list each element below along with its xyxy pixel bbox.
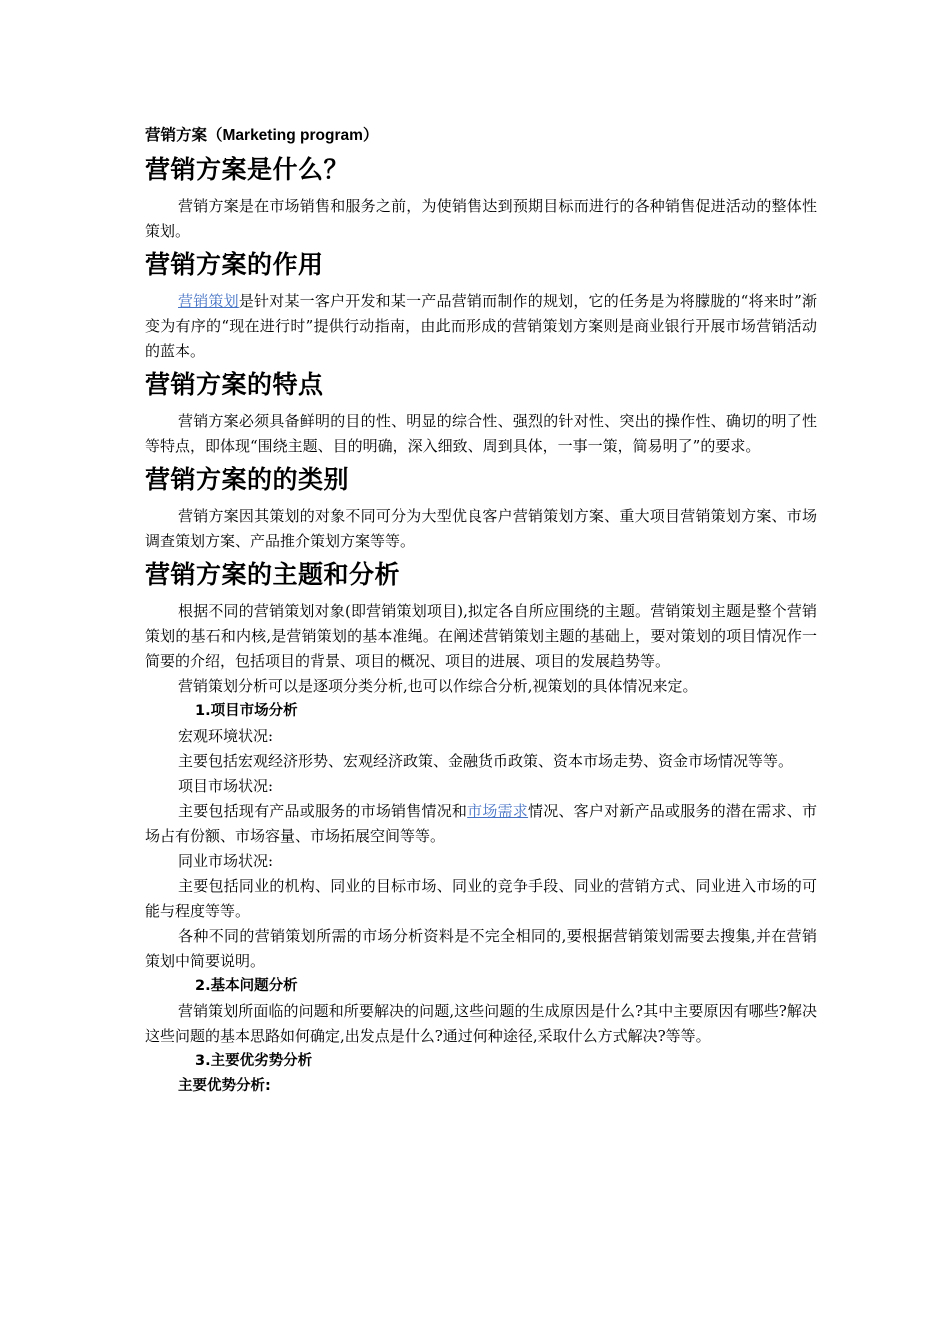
- summary-paragraph: 各种不同的营销策划所需的市场分析资料是不完全相同的,要根据营销策划需要去搜集,并在营销策划中简要说明。: [145, 927, 817, 970]
- section-heading: 营销方案的作用: [145, 250, 324, 279]
- paragraph-text: 是针对某一客户开发和某一产品营销而制作的规划，它的任务是为将朦胧的“将来时”渐变为有序的“现在进行时”提供行动指南，由此而形成的营销策划方案则是商业银行开展市场营销活动的蓝本。: [145, 292, 817, 360]
- paragraph-text: 情况、客户对新产品或服务的潜在需求、市场占有份额、市场容量、市场拓展空间等等。: [145, 802, 817, 845]
- label-peer-market: 同业市场状况:: [178, 852, 274, 870]
- section-heading: 营销方案的的类别: [145, 465, 350, 494]
- document-title: 营销方案（Marketing program）: [145, 127, 379, 144]
- section-heading: 营销方案是什么？: [145, 155, 350, 184]
- label-main-strengths: 主要优势分析:: [178, 1078, 271, 1094]
- marketing-planning-link[interactable]: 营销策划: [178, 292, 239, 310]
- section-theme-analysis: [145, 557, 817, 1099]
- subheading-problem-analysis: 2.基本问题分析: [195, 978, 298, 994]
- document-page: [145, 124, 817, 1102]
- section-paragraph: 营销策划分析可以是逐项分类分析,也可以作综合分析,视策划的具体情况来定。: [178, 677, 698, 695]
- macro-paragraph: 主要包括宏观经济形势、宏观经济政策、金融货币政策、资本市场走势、资金市场情况等等。: [178, 752, 794, 770]
- label-project-market: 项目市场状况:: [178, 777, 274, 795]
- section-paragraph: 营销方案是在市场销售和服务之前，为使销售达到预期目标而进行的各种销售促进活动的整体性策划。: [145, 197, 817, 240]
- section-paragraph: 根据不同的营销策划对象(即营销策划项目),拟定各自所应围绕的主题。营销策划主题是整个营销策划的基石和内核,是营销策划的基本准绳。在阐述营销策划主题的基础上，要对策划的项目情况作一简要的介绍，包括项目的背景、项目的概况、项目的进展、项目的发展趋势等。: [145, 602, 817, 670]
- subheading-swot-analysis: 3.主要优劣势分析: [195, 1053, 313, 1069]
- section-categories: [145, 462, 817, 554]
- section-heading: 营销方案的特点: [145, 370, 324, 399]
- section-heading: 营销方案的主题和分析: [145, 560, 401, 589]
- paragraph-text: 主要包括现有产品或服务的市场销售情况和: [178, 802, 468, 820]
- section-what-is: [145, 152, 817, 244]
- section-role: [145, 247, 817, 364]
- subheading-market-analysis: 1.项目市场分析: [195, 703, 298, 719]
- project-market-paragraph: [145, 799, 817, 849]
- section-paragraph: 营销方案必须具备鲜明的目的性、明显的综合性、强烈的针对性、突出的操作性、确切的明了性等特点，即体现“围绕主题、目的明确，深入细致、周到具体，一事一策，简易明了”的要求。: [145, 412, 817, 455]
- label-macro-environment: 宏观环境状况:: [178, 727, 274, 745]
- section-paragraph: [145, 289, 817, 364]
- peer-market-paragraph: 主要包括同业的机构、同业的目标市场、同业的竞争手段、同业的营销方式、同业进入市场的可能与程度等等。: [145, 877, 817, 920]
- market-demand-link[interactable]: 市场需求: [467, 802, 529, 820]
- section-features: [145, 367, 817, 459]
- section-paragraph: 营销方案因其策划的对象不同可分为大型优良客户营销策划方案、重大项目营销策划方案、市场调查策划方案、产品推介策划方案等等。: [145, 507, 817, 550]
- problem-paragraph: 营销策划所面临的问题和所要解决的问题,这些问题的生成原因是什么?其中主要原因有哪些?解决这些问题的基本思路如何确定,出发点是什么?通过何种途径,采取什么方式解决?等等。: [145, 1002, 817, 1045]
